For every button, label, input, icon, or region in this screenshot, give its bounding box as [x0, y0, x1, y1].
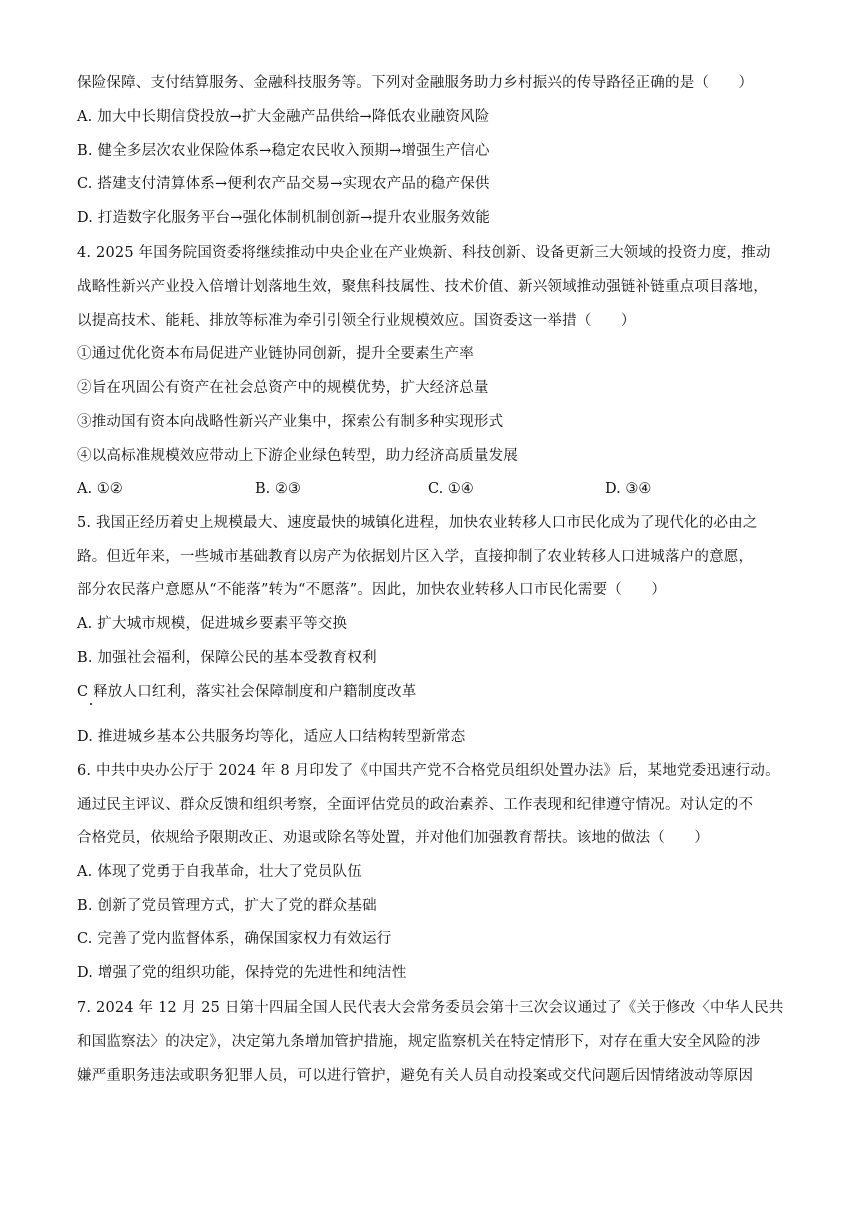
q6-option-c: C. 完善了党内监督体系，确保国家权力有效运行	[77, 931, 392, 947]
q3-option-b: B. 健全多层次农业保险体系→稳定农民收入预期→增强生产信心	[77, 143, 490, 159]
q7-stem-line-2: 和国监察法〉的决定》，决定第九条增加管护措施，规定监察机关在特定情形下，对存在重大安全风险的涉	[77, 1034, 761, 1050]
q7-stem-line-3: 嫌严重职务违法或职务犯罪人员，可以进行管护，避免有关人员自动投案或交代问题后因情绪波动等原因	[77, 1068, 754, 1084]
q6-option-a: A. 体现了党勇于自我革命，壮大了党员队伍	[77, 864, 362, 880]
q6-stem-line-2: 通过民主评议、群众反馈和组织考察，全面评估党员的政治素养、工作表现和纪律遵守情况。对认定的不	[77, 797, 754, 813]
q3-stem-tail: 保险保障、支付结算服务、金融科技服务等。下列对金融服务助力乡村振兴的传导路径正确的是（ ）	[77, 75, 754, 91]
q4-choice-a: A. ①②	[77, 481, 123, 497]
q6-option-b: B. 创新了党员管理方式，扩大了党的群众基础	[77, 898, 377, 914]
q4-choice-d: D. ③④	[605, 481, 652, 497]
stray-dot-mark	[90, 703, 92, 705]
q4-statement-4: ④以高标准规模效应带动上下游企业绿色转型，助力经济高质量发展	[77, 448, 518, 464]
q5-option-b: B. 加强社会福利，保障公民的基本受教育权利	[77, 650, 377, 666]
q4-stem-line-1: 4. 2025 年国务院国资委将继续推动中央企业在产业焕新、科技创新、设备更新三大领域的投资力度，推动	[77, 245, 771, 261]
q7-stem-line-1: 7. 2024 年 12 月 25 日第十四届全国人民代表大会常务委员会第十三次会议通过了《关于修改〈中华人民共	[77, 1000, 784, 1016]
q3-option-a: A. 加大中长期信贷投放→扩大金融产品供给→降低农业融资风险	[77, 109, 490, 125]
q4-stem-line-3: 以提高技术、能耗、排放等标准为牵引引领全行业规模效应。国资委这一举措（ ）	[77, 313, 636, 329]
q4-choice-b: B. ②③	[255, 481, 301, 497]
q6-stem-line-3: 合格党员，依规给予限期改正、劝退或除名等处置，并对他们加强教育帮扶。该地的做法（ ）	[77, 830, 710, 846]
q4-stem-line-2: 战略性新兴产业投入倍增计划落地生效，聚焦科技属性、技术价值、新兴领域推动强链补链重点项目落地，	[77, 279, 768, 295]
q5-option-a: A. 扩大城市规模，促进城乡要素平等交换	[77, 616, 348, 632]
q5-stem-line-3: 部分农民落户意愿从“不能落”转为“不愿落”。因此，加快农业转移人口市民化需要（ ）	[77, 582, 667, 598]
q3-option-c: C. 搭建支付清算体系→便利农产品交易→实现农产品的稳产保供	[77, 176, 490, 192]
q4-statement-3: ③推动国有资本向战略性新兴产业集中，探索公有制多种实现形式	[77, 414, 504, 430]
q3-option-d: D. 打造数字化服务平台→强化体制机制创新→提升农业服务效能	[77, 210, 491, 226]
q5-stem-line-2: 路。但近年来，一些城市基础教育以房产为依据划片区入学，直接抑制了农业转移人口进城落户的意愿，	[77, 549, 754, 565]
q4-choice-c: C. ①④	[428, 481, 474, 497]
q4-statement-1: ①通过优化资本布局促进产业链协同创新，提升全要素生产率	[77, 346, 474, 362]
q5-stem-line-1: 5. 我国正经历着史上规模最大、速度最快的城镇化进程，加快农业转移人口市民化成为了现代化的必由之	[77, 515, 758, 531]
q5-option-c: C 释放人口红利，落实社会保障制度和户籍制度改革	[77, 684, 417, 700]
q5-option-d: D. 推进城乡基本公共服务均等化，适应人口结构转型新常态	[77, 729, 466, 745]
q6-stem-line-1: 6. 中共中央办公厅于 2024 年 8 月印发了《中国共产党不合格党员组织处置办法》后，某地党委迅速行动。	[77, 763, 780, 779]
q6-option-d: D. 增强了党的组织功能，保持党的先进性和纯洁性	[77, 965, 407, 981]
q4-statement-2: ②旨在巩固公有资产在社会总资产中的规模优势，扩大经济总量	[77, 380, 489, 396]
